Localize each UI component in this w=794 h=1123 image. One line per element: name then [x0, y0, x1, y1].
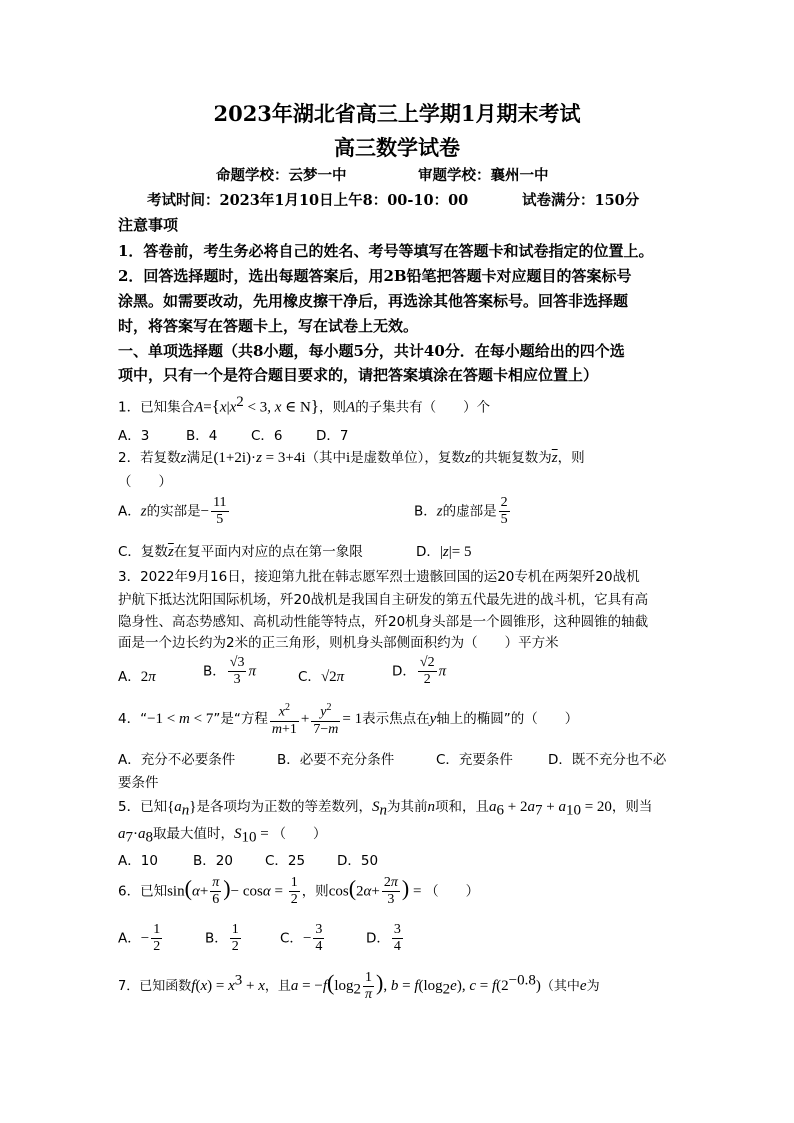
- q4-option-d-cont: 要条件: [118, 775, 159, 791]
- question-3-line2: 护航下抵达沈阳国际机场，歼20战机是我国自主研发的第五代最先进的战斗机，它具有高: [118, 592, 649, 608]
- q4-option-b: B．必要不充分条件: [277, 752, 395, 768]
- question-3-line1: 3．2022年9月16日，接迎第九批在韩志愿军烈士遗骸回国的运20专机在两架歼20战机: [118, 569, 640, 585]
- question-1: 1．已知集合$A=\{x|x^2 < 3$, x ∈ N}，则A的子集共有（ ）个: [118, 394, 491, 416]
- note-2a: 2．回答选择题时，选出每题答案后，用2B铅笔把答题卡对应题目的答案标号: [118, 267, 632, 285]
- q2-option-b: B．z的虚部是 $\frac{2}{5}$: [414, 495, 508, 527]
- q2-option-a: A．z的实部是− $\frac{11}{5}$: [118, 495, 227, 527]
- q1-option-b: B．4: [186, 428, 218, 444]
- q1-option-a: A．3: [118, 428, 150, 444]
- question-3-line3: 隐身性、高态势感知、高机动性能等特点，歼20机身头部是一个圆锥形，这种圆锥的轴截: [118, 614, 649, 630]
- q3-option-d: D． $\frac{√2}{2}$ π: [392, 655, 447, 687]
- q4-option-a: A．充分不必要条件: [118, 752, 236, 768]
- q3-option-b: B． $\frac{√3}{3}$ π: [203, 655, 256, 687]
- q4-option-d: D．既不充分也不必: [548, 752, 667, 768]
- reviewer-school: 审题学校：襄州一中: [418, 167, 549, 184]
- question-3-line4: 面是一个边长约为2米的正三角形，则机身头部侧面积约为（ ）平方米: [118, 635, 559, 651]
- exam-time: 考试时间：2023年1月10日上午8：00-10：00: [147, 192, 469, 209]
- q6-option-a: A．− $\frac{1}{2}$: [118, 922, 161, 954]
- note-2b: 涂黑。如需要改动，先用橡皮擦干净后，再选涂其他答案标号。回答非选择题: [118, 292, 629, 310]
- question-2-cont: （ ）: [118, 474, 172, 490]
- q1-option-d: D．7: [316, 428, 349, 444]
- question-2: 2．若复数z满足(1+2i)·z = 3+4i（其中i是虚数单位），复数z的共轭复数为$\overline{z}$，则: [118, 450, 585, 466]
- question-4: 4．“−1 < m < 7”是“方程 $\frac{x^2}{m+1}$ + $\frac{y^2}{7-m}$ = 1表示焦点在y轴上的椭圆”的（ ）: [118, 702, 579, 737]
- q3-option-a: A．2π: [118, 669, 156, 685]
- notes-heading: 注意事项: [118, 216, 179, 234]
- q1-option-c: C．6: [251, 428, 283, 444]
- question-7: 7．已知函数$f(x) = x^3 + x$，且$a = -f(\log_2$ $\frac{1}{\pi}$ ), $b = f(\log_2e)$, $c = f(2^{-0.8})$（其中e为: [118, 970, 600, 1002]
- note-2c: 时，将答案写在答题卡上，写在试卷上无效。: [118, 317, 419, 335]
- q2-option-c: C．复数$\overline{z}$在复平面内对应的点在第一象限: [118, 544, 363, 560]
- section1-line2: 项中，只有一个是符合题目要求的，请把答案填涂在答题卡相应位置上）: [118, 366, 599, 384]
- exam-title: 2023年湖北省高三上学期1月期末考试: [213, 101, 581, 126]
- q6-option-b: B． $\frac{1}{2}$: [205, 922, 239, 954]
- note-1: 1．答卷前，考生务必将自己的姓名、考号等填写在答题卡和试卷指定的位置上。: [118, 242, 654, 260]
- exam-score: 试卷满分：150分: [522, 192, 640, 209]
- question-6: 6．已知sin(α+ $\frac{\pi}{6}$ )− cosα = $\frac{1}{2}$ ，则cos(2α+ $\frac{2\pi}{3}$ ) = （ ）: [118, 875, 480, 907]
- exam-subtitle: 高三数学试卷: [334, 135, 460, 160]
- q3-option-c: C．√2π: [298, 669, 345, 685]
- setter-school: 命题学校：云梦一中: [216, 167, 347, 184]
- question-5-cont: $a_7\cdot a_8$取最大值时，$S_{10}$ = （ ）: [118, 826, 327, 846]
- q6-option-d: D． $\frac{3}{4}$: [366, 922, 401, 954]
- q4-option-c: C．充要条件: [436, 752, 513, 768]
- section1-line1: 一、单项选择题（共8小题，每小题5分，共计40分．在每小题给出的四个选: [118, 342, 625, 360]
- q2-option-d: D．|z|= 5: [416, 544, 472, 560]
- q5-option-b: B．20: [193, 853, 233, 869]
- q5-option-a: A．10: [118, 853, 158, 869]
- q5-option-c: C．25: [265, 853, 306, 869]
- question-5: 5．已知$\{a_n\}$是各项均为正数的等差数列，$S_n$为其前n项和，且$a_6 + 2a_7 + a_{10} = 20$，则当: [118, 799, 653, 819]
- q5-option-d: D．50: [337, 853, 379, 869]
- q6-option-c: C．− $\frac{3}{4}$: [280, 922, 323, 954]
